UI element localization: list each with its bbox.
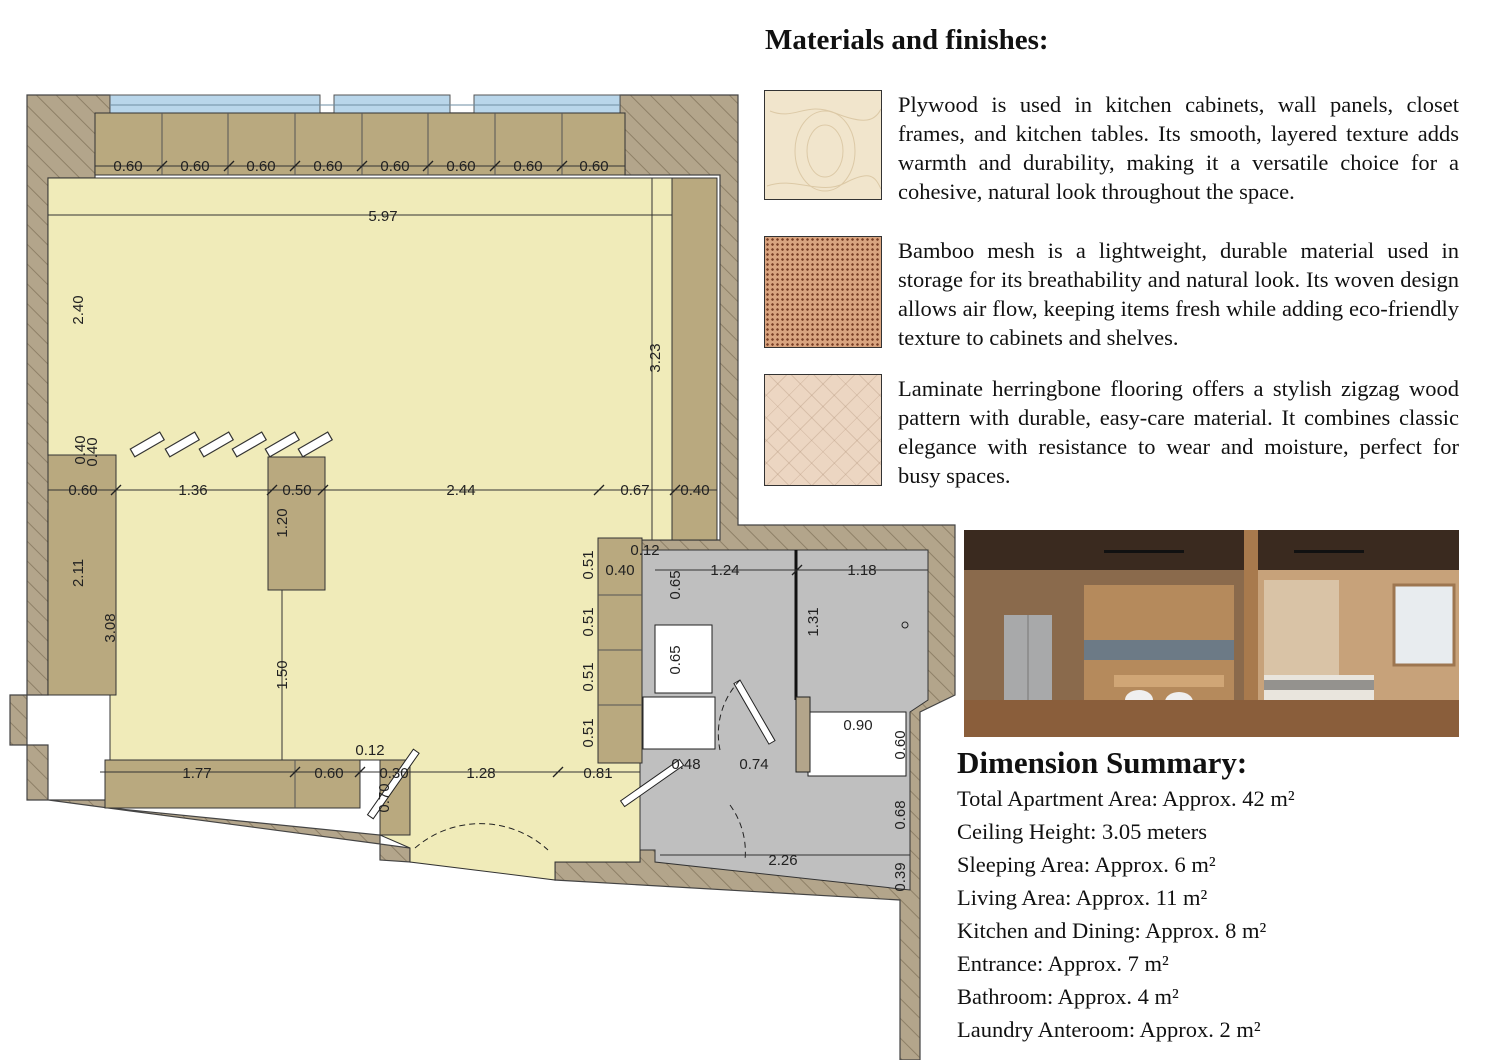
summary-title: Dimension Summary: <box>957 745 1248 780</box>
dim-left-wall: 2.40 <box>70 295 87 325</box>
dim-label: 0.65 <box>667 645 684 675</box>
dim-label: 2.44 <box>446 482 476 499</box>
dim-window-module: 0.60 <box>313 158 343 175</box>
dim-label: 1.24 <box>710 562 740 579</box>
material-plywood <box>764 90 1464 220</box>
dim-label: 0.51 <box>580 550 597 580</box>
summary-item: Sleeping Area: Approx. 6 m² <box>957 852 1216 877</box>
dim-label: 0.40 <box>72 435 89 465</box>
dim-label: 0.74 <box>739 756 769 773</box>
plywood-description: Plywood is used in kitchen cabinets, wall panels, closet frames, and kitchen tables. Its smooth, layered texture adds warmth and durability, making it a versatile choice for a cohesive, natural look throughout the space. <box>898 92 1459 204</box>
summary-item: Living Area: Approx. 11 m² <box>957 885 1208 910</box>
material-herringbone <box>764 374 1464 504</box>
dim-window-module: 0.60 <box>513 158 543 175</box>
dim-label: 2.11 <box>70 558 87 588</box>
dim-label: 0.70 <box>376 783 393 813</box>
dim-label: 1.31 <box>805 607 822 637</box>
dim-label: 0.67 <box>620 482 650 499</box>
dim-window-module: 0.60 <box>380 158 410 175</box>
dim-label: 1.50 <box>274 660 291 690</box>
dim-right-wall: 3.23 <box>647 343 664 373</box>
dim-label: 1.36 <box>178 482 208 499</box>
dim-label: 0.51 <box>580 662 597 692</box>
window-strip <box>110 95 620 115</box>
herringbone-description: Laminate herringbone flooring offers a stylish zigzag wood pattern with durable, easy-care material. It combines classic elegance with resistance to wear and moisture, perfect for busy spaces. <box>898 376 1459 488</box>
plywood-swatch <box>764 90 882 200</box>
dim-label: 0.81 <box>583 765 613 782</box>
dim-label: 0.12 <box>355 742 385 759</box>
dim-label: 1.20 <box>274 508 291 538</box>
summary-item: Ceiling Height: 3.05 meters <box>957 819 1207 844</box>
summary-item: Laundry Anteroom: Approx. 2 m² <box>957 1017 1261 1042</box>
summary-item: Bathroom: Approx. 4 m² <box>957 984 1179 1009</box>
sink-cabinet <box>643 697 715 749</box>
dim-label: 2.26 <box>768 852 798 869</box>
dim-window-module: 0.60 <box>246 158 276 175</box>
interior-render-image <box>964 530 1459 737</box>
dim-label: 0.60 <box>892 730 909 760</box>
dim-label: 0.68 <box>892 800 909 830</box>
dim-label: 0.51 <box>580 718 597 748</box>
plywood-grain-icon <box>765 91 882 200</box>
dim-label: 0.40 <box>605 562 635 579</box>
dim-label: 0.12 <box>630 542 660 559</box>
dim-window-module: 0.60 <box>113 158 143 175</box>
dimension-summary-list <box>957 782 1295 1046</box>
dim-label: 0.51 <box>580 607 597 637</box>
bamboo-mesh-description: Bamboo mesh is a lightweight, durable material used in storage for its breathability and natural look. Its woven design allows air flow, keeping items fresh while adding eco-friendly texture to cabinets and shelves. <box>898 238 1459 350</box>
dim-label: 0.48 <box>671 756 701 773</box>
dim-label: 1.77 <box>182 765 212 782</box>
bamboo-mesh-swatch <box>764 236 882 348</box>
dim-label: 0.60 <box>314 765 344 782</box>
materials-title: Materials and finishes: <box>765 24 1049 56</box>
dim-window-module: 0.60 <box>446 158 476 175</box>
summary-item: Kitchen and Dining: Approx. 8 m² <box>957 918 1267 943</box>
dim-label: 0.30 <box>379 765 409 782</box>
dim-label: 0.65 <box>667 570 684 600</box>
dim-label: 0.40 <box>680 482 710 499</box>
dim-label: 1.28 <box>466 765 496 782</box>
dim-label: 1.18 <box>847 562 877 579</box>
dim-window-module: 0.60 <box>180 158 210 175</box>
material-bamboo-mesh <box>764 236 1464 366</box>
dim-label: 0.39 <box>892 862 909 892</box>
dim-window-module: 0.60 <box>579 158 609 175</box>
herringbone-swatch <box>764 374 882 486</box>
summary-item: Total Apartment Area: Approx. 42 m² <box>957 786 1295 811</box>
dim-room-width: 5.97 <box>368 208 398 225</box>
dim-label: 3.08 <box>102 613 119 643</box>
dim-label: 0.90 <box>843 717 873 734</box>
dim-label: 0.50 <box>282 482 312 499</box>
dim-label: 0.40 <box>84 437 101 467</box>
dim-label: 0.60 <box>68 482 98 499</box>
summary-item: Entrance: Approx. 7 m² <box>957 951 1169 976</box>
